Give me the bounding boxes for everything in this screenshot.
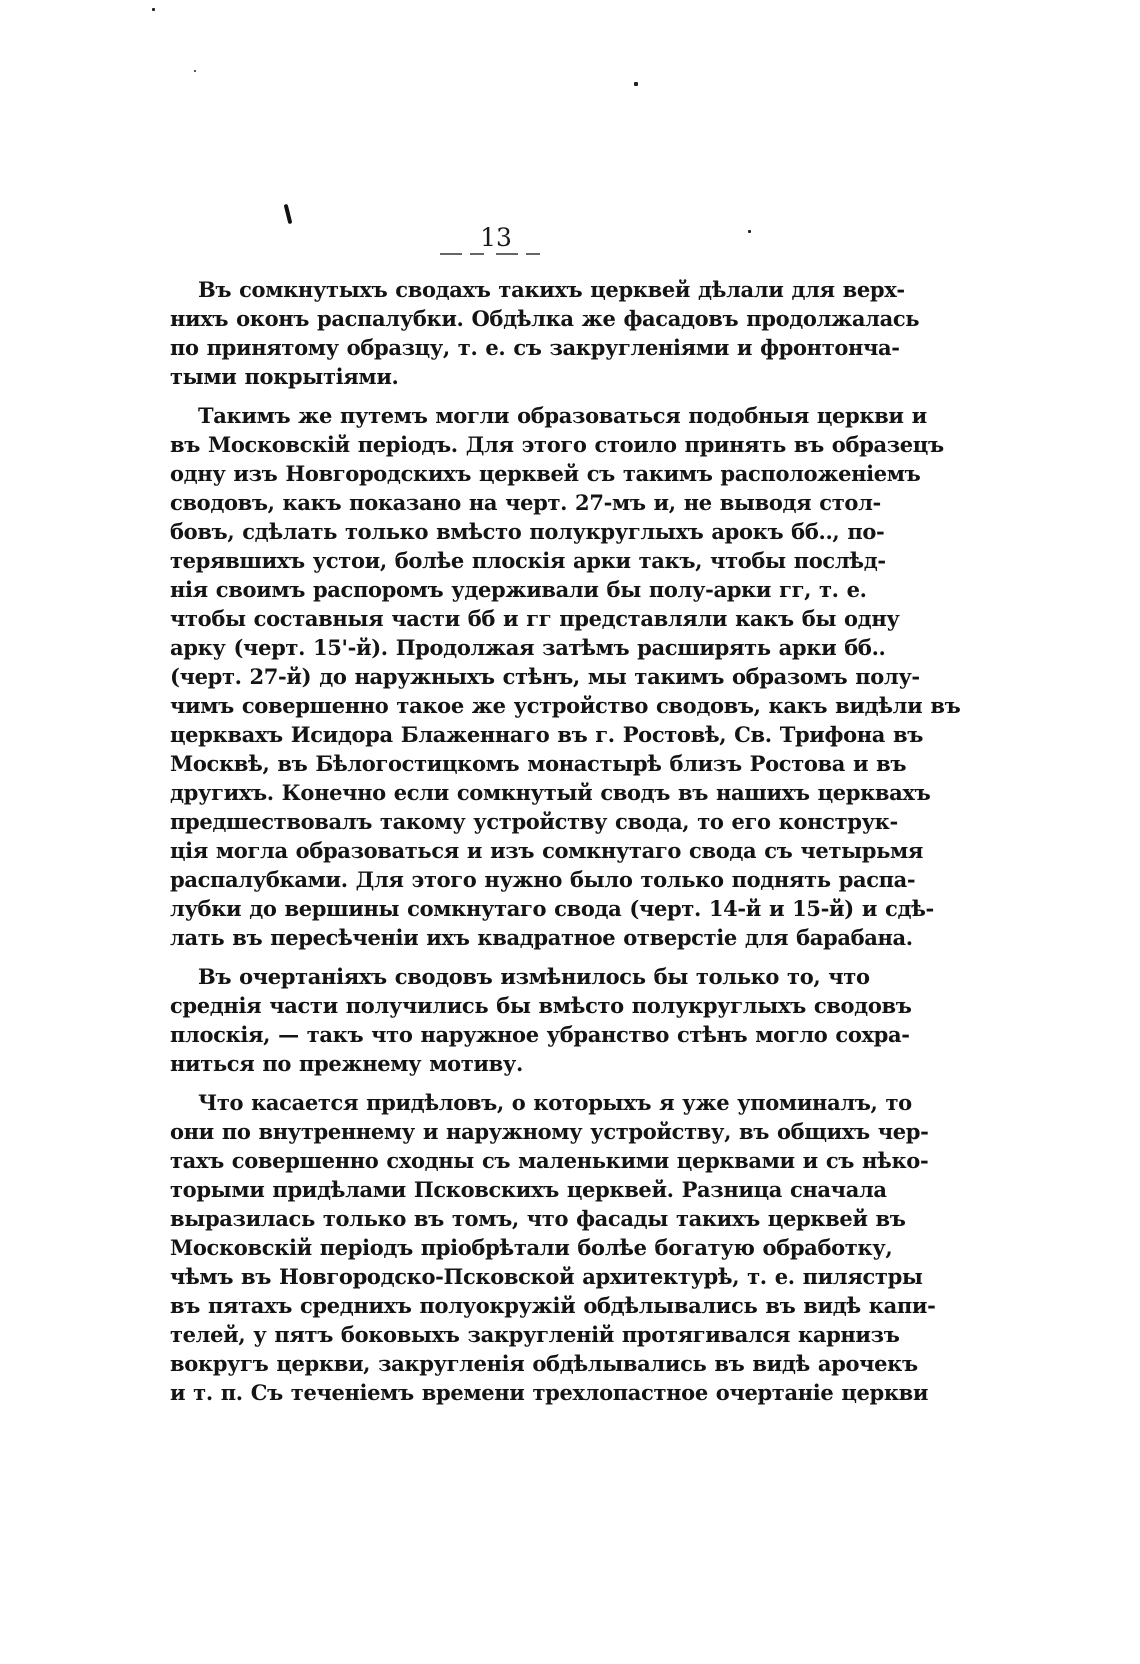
print-speck (748, 230, 751, 233)
text-line: ція могла образоваться и изъ сомкнутаго свода съ четырьмя (170, 838, 924, 863)
text-line: плоскія, — такъ что наружное убранство стѣнъ могло сохра- (170, 1022, 910, 1047)
text-line: среднія части получились бы вмѣсто полукруглыхъ сводовъ (170, 993, 912, 1018)
text-line: въ пятахъ среднихъ полуокружій обдѣлывались въ видѣ капи- (170, 1293, 936, 1318)
text-line: вокругъ церкви, закругленія обдѣлывались въ видѣ арочекъ (170, 1351, 918, 1376)
paragraph (170, 1088, 936, 1407)
text-line: (черт. 27-й) до наружныхъ стѣнъ, мы такимъ образомъ полу- (170, 664, 920, 689)
text-line: по принятому образцу, т. е. съ закругленіями и фронтонча- (170, 335, 900, 360)
text-line: чѣмъ въ Новгородско-Псковской архитектурѣ, т. е. пилястры (170, 1264, 923, 1289)
text-line: Въ сомкнутыхъ сводахъ такихъ церквей дѣлали для верх- (198, 277, 905, 302)
text-line: въ Московскій періодъ. Для этого стоило принять въ образецъ (170, 432, 944, 457)
text-line: терявшихъ устои, болѣе плоскія арки такъ, чтобы послѣд- (170, 548, 886, 573)
text-line: они по внутреннему и наружному устройству, въ общихъ чер- (170, 1119, 929, 1144)
text-line: лать въ пересѣченіи ихъ квадратное отверстіе для барабана. (170, 925, 913, 950)
print-speck (634, 82, 638, 86)
text-line: нихъ оконъ распалубки. Обдѣлка же фасадовъ продолжалась (170, 306, 920, 331)
text-line: Такимъ же путемъ могли образоваться подобныя церкви и (198, 403, 927, 428)
text-line: предшествовалъ такому устройству свода, то его конструк- (170, 809, 898, 834)
print-speck (152, 8, 155, 11)
paragraph (170, 962, 912, 1078)
text-line: выразилась только въ томъ, что фасады такихъ церквей въ (170, 1206, 906, 1231)
text-line: тахъ совершенно сходны съ маленькими церквами и съ нѣко- (170, 1148, 929, 1173)
text-line: церквахъ Исидора Блаженнаго въ г. Ростовѣ, Св. Трифона въ (170, 722, 924, 747)
text-line: и т. п. Съ теченіемъ времени трехлопастное очертаніе церкви (170, 1380, 929, 1405)
text-line: бовъ, сдѣлать только вмѣсто полукруглыхъ арокъ бб.., по- (170, 519, 885, 544)
text-line: чимъ совершенно такое же устройство сводовъ, какъ видѣли въ (170, 693, 961, 718)
text-line: нія своимъ распоромъ удерживали бы полу-арки гг, т. е. (170, 577, 867, 602)
text-line: Въ очертаніяхъ сводовъ измѣнилось бы только то, что (198, 964, 870, 989)
print-speck (194, 70, 196, 72)
text-line: телей, у пятъ боковыхъ закругленій протягивался карнизъ (170, 1322, 900, 1347)
text-line: одну изъ Новгородскихъ церквей съ такимъ расположеніемъ (170, 461, 921, 486)
text-line: другихъ. Конечно если сомкнутый сводъ въ нашихъ церквахъ (170, 780, 931, 805)
text-line: Что касается придѣловъ, о которыхъ я уже упоминалъ, то (198, 1090, 912, 1115)
text-line: распалубками. Для этого нужно было только поднять распа- (170, 867, 916, 892)
text-line: лубки до вершины сомкнутаго свода (черт. 14-й и 15-й) и сдѣ- (170, 896, 934, 921)
text-line: тыми покрытіями. (170, 364, 399, 389)
page-number: 13 (480, 223, 512, 252)
text-line: торыми придѣлами Псковскихъ церквей. Разница сначала (170, 1177, 887, 1202)
text-line: сводовъ, какъ показано на черт. 27-мъ и, не выводя стол- (170, 490, 881, 515)
text-line: Московскій періодъ пріобрѣтали болѣе богатую обработку, (170, 1235, 893, 1260)
page-number-rule (440, 253, 548, 255)
text-line: арку (черт. 15'-й). Продолжая затѣмъ расширять арки бб.. (170, 635, 886, 660)
paragraph (170, 401, 961, 952)
body-text (170, 275, 961, 1417)
paragraph (170, 275, 920, 391)
text-line: ниться по прежнему мотиву. (170, 1051, 523, 1076)
text-line: чтобы составныя части бб и гг представляли какъ бы одну (170, 606, 900, 631)
margin-mark (284, 204, 293, 224)
text-line: Москвѣ, въ Бѣлогостицкомъ монастырѣ близъ Ростова и въ (170, 751, 907, 776)
